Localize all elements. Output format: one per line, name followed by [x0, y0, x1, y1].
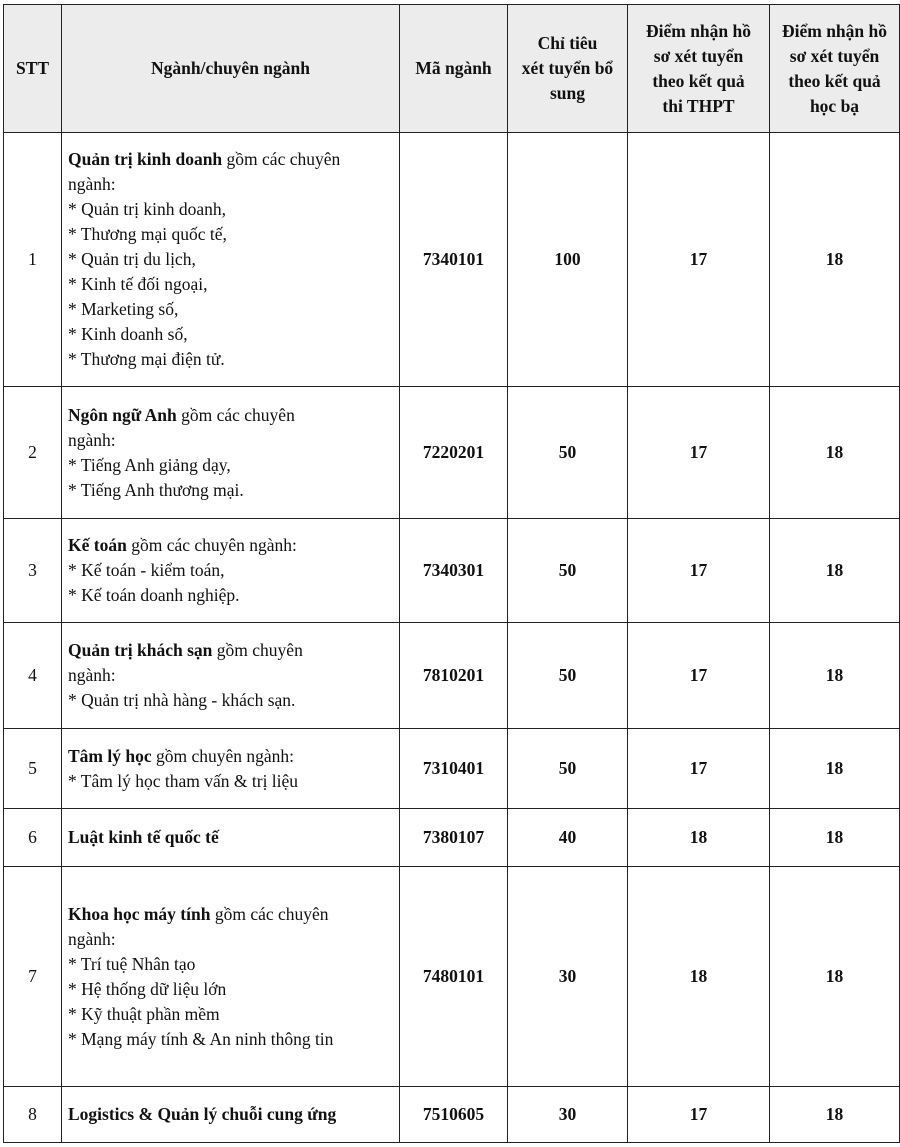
- row-quota: 30: [508, 867, 628, 1087]
- table-row: [4, 809, 900, 867]
- row-code: 7510605: [400, 1087, 508, 1143]
- row-quota: 30: [508, 1087, 628, 1143]
- row-major: [62, 809, 400, 867]
- row-code: 7340301: [400, 519, 508, 623]
- major-title-line: [68, 147, 393, 172]
- header-score-thpt-line: Điểm nhận hồ: [645, 20, 752, 41]
- row-score-hocba: 18: [770, 729, 900, 809]
- table-body: [4, 133, 900, 1143]
- header-score-thpt: [628, 5, 770, 133]
- specialization-item: * Quản trị kinh doanh,: [68, 199, 226, 219]
- row-score-hocba: 18: [770, 133, 900, 387]
- major-title-line: [68, 533, 393, 558]
- major-name: Ngôn ngữ Anh: [68, 404, 177, 425]
- specialization-item: * Trí tuệ Nhân tạo: [68, 953, 196, 974]
- row-stt: 1: [4, 133, 62, 387]
- row-code: 7340101: [400, 133, 508, 387]
- row-score-hocba: 18: [770, 1087, 900, 1143]
- specialization-item: * Kinh tế đối ngoại,: [68, 274, 208, 294]
- specialization-item: * Kinh doanh số,: [68, 324, 188, 344]
- row-major: [62, 1087, 400, 1143]
- header-score-thpt-line: sơ xét tuyển: [653, 45, 744, 66]
- row-score-thpt: 17: [628, 729, 770, 809]
- row-quota: 50: [508, 623, 628, 729]
- major-title-line: [68, 744, 393, 769]
- header-stt: STT: [4, 5, 62, 133]
- major-title-line: [68, 403, 393, 428]
- row-score-hocba: 18: [770, 519, 900, 623]
- row-score-thpt: 17: [628, 519, 770, 623]
- specialization-item: ngành:: [68, 665, 116, 685]
- row-quota: 50: [508, 387, 628, 519]
- header-score-hocba-line: Điểm nhận hồ: [781, 20, 888, 41]
- row-code: 7810201: [400, 623, 508, 729]
- row-major: [62, 387, 400, 519]
- header-score-hocba-line: học bạ: [809, 95, 860, 116]
- row-major: [62, 623, 400, 729]
- row-quota: 50: [508, 729, 628, 809]
- row-score-hocba: 18: [770, 867, 900, 1087]
- header-score-hocba-line: sơ xét tuyển: [789, 45, 880, 66]
- major-name-suffix: gồm các chuyên: [222, 149, 341, 169]
- row-stt: 3: [4, 519, 62, 623]
- row-score-hocba: 18: [770, 387, 900, 519]
- header-quota-line: Chỉ tiêu: [537, 33, 598, 53]
- table-row: [4, 133, 900, 387]
- specialization-item: * Thương mại quốc tế,: [68, 224, 227, 244]
- row-code: 7220201: [400, 387, 508, 519]
- header-score-hocba-line: theo kết quả: [788, 70, 881, 91]
- table-row: [4, 1087, 900, 1143]
- specialization-item: * Mạng máy tính & An ninh thông tin: [68, 1028, 334, 1049]
- header-row: [4, 5, 900, 133]
- table-row: [4, 519, 900, 623]
- specialization-item: * Kế toán doanh nghiệp.: [68, 585, 240, 605]
- row-score-thpt: 18: [628, 809, 770, 867]
- admission-table: [3, 4, 900, 1143]
- specialization-item: * Quản trị du lịch,: [68, 249, 196, 269]
- major-name-suffix: gồm chuyên ngành:: [151, 745, 295, 766]
- row-code: 7310401: [400, 729, 508, 809]
- header-code: Mã ngành: [400, 5, 508, 133]
- row-major: [62, 867, 400, 1087]
- specialization-item: * Kỹ thuật phần mềm: [68, 1003, 220, 1024]
- major-title-line: [68, 902, 393, 927]
- specialization-item: ngành:: [68, 174, 116, 194]
- major-name-suffix: gồm các chuyên: [176, 404, 295, 425]
- row-major: [62, 729, 400, 809]
- header-quota: [508, 5, 628, 133]
- specialization-item: * Marketing số,: [68, 299, 179, 319]
- row-score-thpt: 17: [628, 133, 770, 387]
- row-stt: 7: [4, 867, 62, 1087]
- major-name-suffix: gồm các chuyên ngành:: [126, 535, 297, 555]
- row-score-thpt: 17: [628, 387, 770, 519]
- table-row: [4, 867, 900, 1087]
- header-score-hocba: [770, 5, 900, 133]
- row-stt: 4: [4, 623, 62, 729]
- row-score-thpt: 18: [628, 867, 770, 1087]
- row-code: 7480101: [400, 867, 508, 1087]
- major-name-suffix: gồm chuyên: [212, 640, 303, 660]
- major-name: Quản trị khách sạn: [68, 640, 213, 660]
- header-score-thpt-line: thi THPT: [662, 95, 735, 116]
- header-score-thpt-line: theo kết quả: [652, 70, 745, 91]
- specialization-item: * Thương mại điện tử.: [68, 349, 225, 369]
- specialization-item: * Tiếng Anh giảng dạy,: [68, 454, 231, 475]
- specialization-item: * Tiếng Anh thương mại.: [68, 479, 244, 500]
- row-stt: 5: [4, 729, 62, 809]
- major-name: Khoa học máy tính: [68, 903, 211, 924]
- row-score-thpt: 17: [628, 623, 770, 729]
- table-row: [4, 729, 900, 809]
- major-name: Luật kinh tế quốc tế: [68, 827, 219, 847]
- major-name: Logistics & Quản lý chuỗi cung ứng: [68, 1104, 337, 1124]
- row-stt: 2: [4, 387, 62, 519]
- row-quota: 100: [508, 133, 628, 387]
- major-title-line: [68, 825, 393, 850]
- table-row: [4, 387, 900, 519]
- row-code: 7380107: [400, 809, 508, 867]
- row-stt: 8: [4, 1087, 62, 1143]
- table-row: [4, 623, 900, 729]
- header-quota-line: xét tuyển bổ: [521, 58, 614, 78]
- specialization-item: * Kế toán - kiểm toán,: [68, 560, 225, 580]
- specialization-item: * Tâm lý học tham vấn & trị liệu: [68, 770, 299, 791]
- major-name: Kế toán: [68, 535, 127, 555]
- row-score-thpt: 17: [628, 1087, 770, 1143]
- major-title-line: [68, 1102, 393, 1127]
- major-name-suffix: gồm các chuyên: [210, 903, 329, 924]
- specialization-item: * Hệ thống dữ liệu lớn: [68, 978, 227, 999]
- specialization-item: * Quản trị nhà hàng - khách sạn.: [68, 690, 296, 710]
- major-title-line: [68, 638, 393, 663]
- header-major: Ngành/chuyên ngành: [62, 5, 400, 133]
- header-quota-line: sung: [549, 83, 586, 103]
- row-stt: 6: [4, 809, 62, 867]
- row-quota: 40: [508, 809, 628, 867]
- row-major: [62, 133, 400, 387]
- major-name: Tâm lý học: [68, 745, 152, 766]
- major-name: Quản trị kinh doanh: [68, 149, 223, 169]
- row-major: [62, 519, 400, 623]
- specialization-item: ngành:: [68, 928, 116, 949]
- row-score-hocba: 18: [770, 809, 900, 867]
- row-score-hocba: 18: [770, 623, 900, 729]
- row-quota: 50: [508, 519, 628, 623]
- specialization-item: ngành:: [68, 429, 116, 450]
